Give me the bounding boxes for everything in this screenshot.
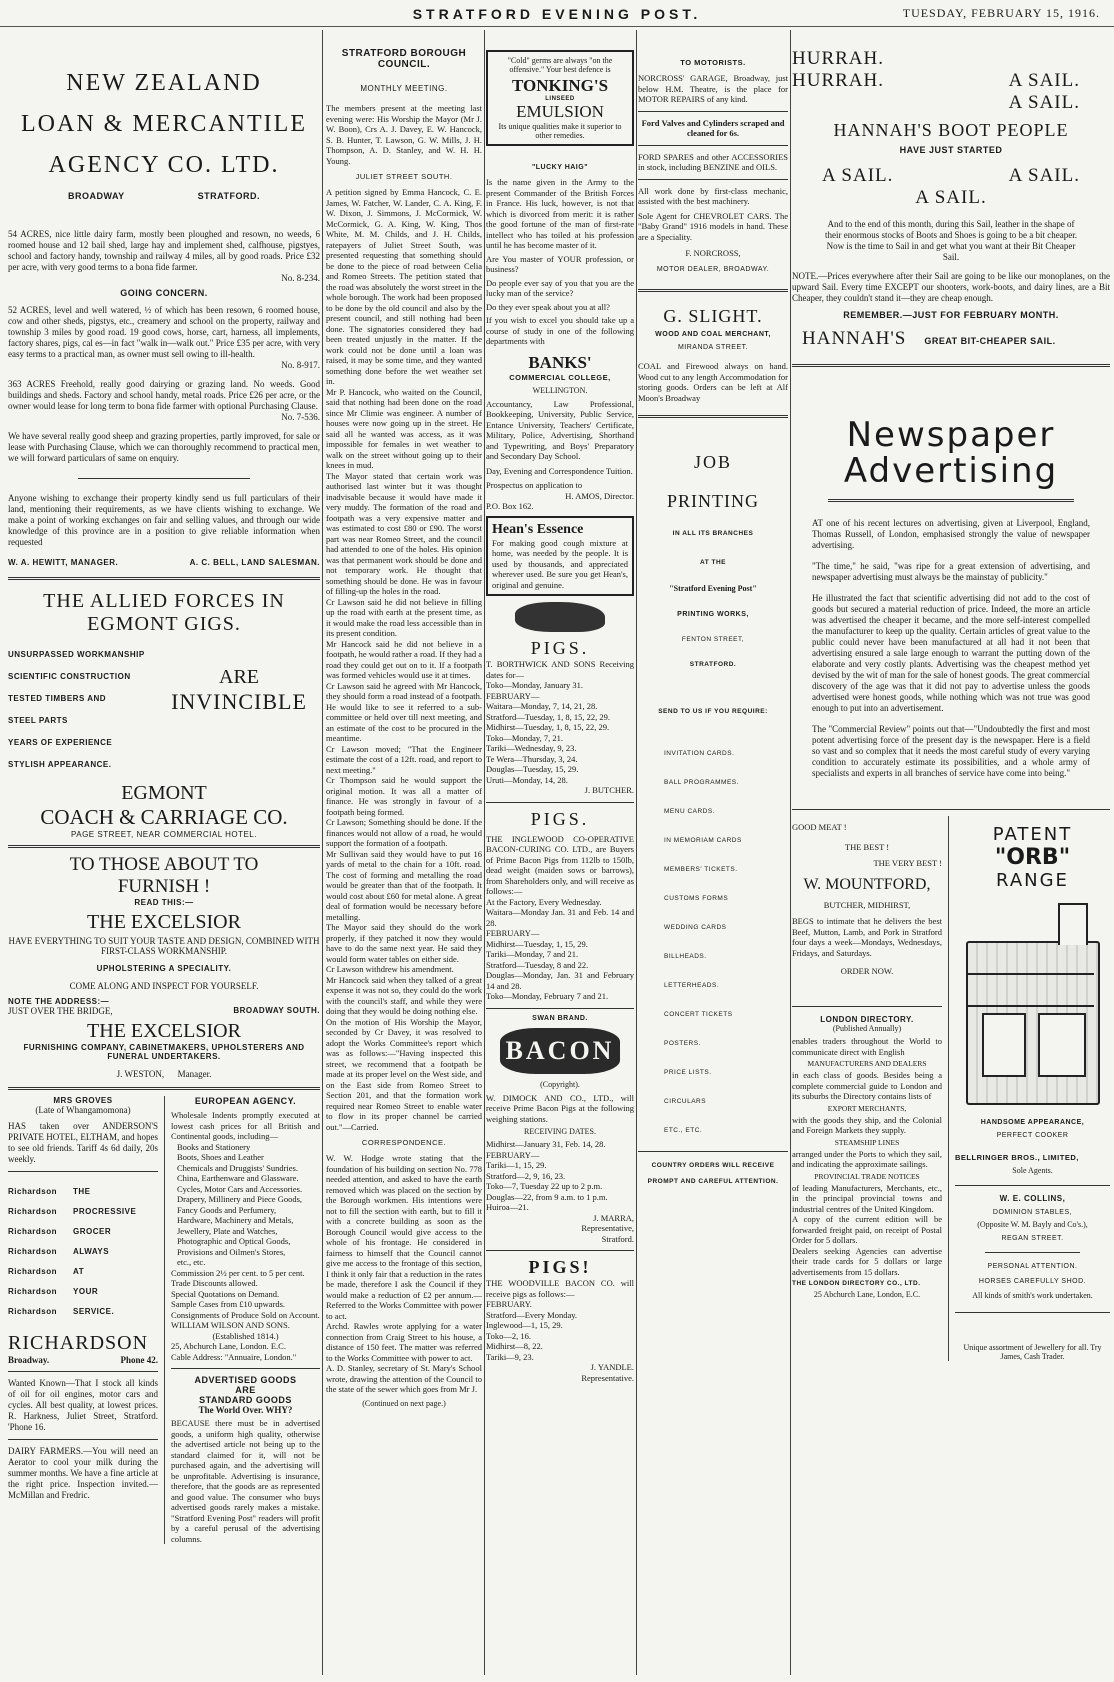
richardson-word-3: GROCER bbox=[73, 1227, 112, 1236]
council-p17: Archd. Rawles wrote applying for a water connection from Craig Street to his house, a distance of 150 feet. The matter was referred to the Works Committee with power to act. bbox=[326, 1321, 482, 1363]
council-p10: Cr Lawson; Something should be done. If the finances would not allow of a road, he would support the formation of a footpath. bbox=[326, 817, 482, 848]
euro-comm: Commission 2½ per cent. to 5 per cent. bbox=[171, 1267, 305, 1278]
column-2 bbox=[326, 30, 482, 1670]
nz-addr-left: BROADWAY bbox=[68, 191, 125, 201]
allied-line-5: YEARS OF EXPERIENCE bbox=[8, 738, 113, 747]
job-item: CONCERT TICKETS bbox=[664, 1011, 733, 1018]
coach-address: PAGE STREET, NEAR COMMERCIAL HOTEL. bbox=[71, 830, 257, 839]
allied-line-6: STYLISH APPEARANCE. bbox=[8, 760, 112, 769]
borthwick-line: Waitara—Monday, 7, 14, 21, 28. bbox=[486, 701, 598, 711]
pigs-heading-2: PIGS. bbox=[530, 808, 590, 829]
london-annual: (Published Annually) bbox=[832, 1024, 902, 1033]
richardson-word-7: SERVICE. bbox=[73, 1307, 115, 1316]
euro-item: Books and Stationery bbox=[177, 1141, 251, 1152]
richardson-ad: Richardson Richardson Richardson Richardson Richardson Richardson Richardson THE PROCRESSIVE GROCER ALWAYS AT YOUR SERVICE. bbox=[8, 1182, 158, 1322]
council-h2: COUNCIL. bbox=[377, 59, 431, 70]
groves-body: HAS taken over ANDERSON'S PRIVATE HOTEL, ELTHAM, and hopes to see old friends. Tariff 4s 6d daily, 20s weekly. bbox=[8, 1121, 158, 1164]
orb-range: RANGE bbox=[996, 870, 1069, 891]
hannah-body: And to the end of this month, during this Sail, leather in the shape of their enormous stocks of Boots and Shoes is going to be a bit cheaper. Now is the time to Sail in and get what you want at their Bit Cheaper Sail. bbox=[825, 219, 1077, 262]
column-1 bbox=[8, 30, 320, 1670]
inglewood-line: Waitara—Monday Jan. 31 and Feb. 14 and 28. bbox=[486, 907, 634, 928]
orb-patent: PATENT bbox=[992, 824, 1073, 845]
mountford-begs: BEGS to intimate that he delivers the best Beef, Mutton, Lamb, and Pork in Stratford four days a week—Mondays, Wednesdays, Fridays, and Saturdays. bbox=[792, 916, 942, 958]
haig-p3: Do people ever say of you that you are the lucky man of the service? bbox=[486, 277, 634, 298]
dimock-line: Huiroa—21. bbox=[486, 1202, 529, 1212]
euro-item: China, Earthenware and Glassware. bbox=[177, 1173, 299, 1183]
job-items bbox=[664, 739, 788, 1145]
euro-consign: Consignments of Produce Sold on Account. bbox=[171, 1309, 320, 1320]
job-stratford: STRATFORD. bbox=[689, 661, 737, 668]
dimock-line: Midhirst—January 31, Feb. 14, 28. bbox=[486, 1139, 606, 1149]
allied-line-4: STEEL PARTS bbox=[8, 716, 68, 725]
pigs-heading-1: PIGS. bbox=[530, 638, 590, 658]
sail-2: A SAIL. bbox=[1008, 92, 1080, 113]
tonk-emulsion: EMULSION bbox=[516, 102, 604, 121]
nz-properties: We have several really good sheep and grazing properties, partly improved, for sale or lease with Purchasing Clause, which we can thoroughly recommend to practical men, we will forward particulars of same on enquiry. bbox=[8, 431, 320, 463]
hannahs-sign: HANNAH'S bbox=[802, 328, 907, 349]
euro-item: Hardware, Machinery and Metals, bbox=[177, 1215, 294, 1225]
euro-item: Chemicals and Druggists' Sundries. bbox=[177, 1162, 298, 1173]
column-rule bbox=[790, 30, 791, 1675]
nz-farm-3: 363 ACRES Freehold, really good dairying or grazing land. No weeds. Good buildings and sheds. Factory and school handy, metal roads. Price £26 per acre, or the owner would lease for long term to bona fide farmer with optional Purchasing Clause. bbox=[8, 379, 320, 411]
norcross-dealer: MOTOR DEALER, BROADWAY. bbox=[656, 265, 770, 273]
euro-item: Photographic and Optical Goods, bbox=[177, 1236, 291, 1246]
hannahs-ad bbox=[792, 48, 1110, 350]
dimock-receiving: RECEIVING DATES. bbox=[524, 1127, 596, 1136]
woodville-line: Inglewood—1, 15, 29. bbox=[486, 1320, 563, 1330]
banks-name: BANKS' bbox=[528, 352, 592, 372]
nz-salesman: A. C. BELL, LAND SALESMAN. bbox=[189, 558, 320, 567]
masthead bbox=[0, 0, 1114, 27]
london-p5: of leading Manufacturers, Merchants, etc., in the principal provincial towns and industrial centres of the United Kingdom. bbox=[792, 1182, 942, 1214]
banks-director: H. AMOS, Director. bbox=[565, 490, 634, 501]
adgoods-t2: ARE bbox=[235, 1385, 256, 1395]
allied-h1: THE ALLIED FORCES IN bbox=[43, 590, 285, 612]
groves-late: (Late of Whangamomona) bbox=[35, 1105, 131, 1115]
euro-est: (Established 1814.) bbox=[212, 1330, 279, 1341]
job-item: ETC., ETC. bbox=[664, 1127, 703, 1134]
yandle-rep: Representative. bbox=[581, 1372, 634, 1383]
inglewood-line: Douglas—Monday, Jan. 31 and February 14 and 28. bbox=[486, 970, 634, 991]
banks-courses: Accountancy, Law Professional, Bookkeeping, University, Public Service, Entance University, Teachers' Certificate, Military, Police, Advertising, Shorthand and Typewriting, and Boys' Preparatory and Secondary Day School. bbox=[486, 398, 634, 461]
continued: (Continued on next page.) bbox=[362, 1398, 446, 1408]
tonk-name: TONKING'S bbox=[511, 76, 609, 95]
hannah-remember: REMEMBER.—JUST FOR FEBRUARY MONTH. bbox=[843, 310, 1059, 320]
column-5 bbox=[792, 30, 1110, 1670]
heans-ad bbox=[486, 516, 634, 597]
sail-1: A SAIL. bbox=[1008, 70, 1080, 91]
borthwick-line: FEBRUARY— bbox=[486, 690, 540, 701]
dimock-line: Douglas—22, from 9 a.m. to 1 p.m. bbox=[486, 1191, 608, 1202]
london-p4: arranged under the Ports to which they sail, and indicating the approximate sailings. bbox=[792, 1148, 942, 1169]
exc-come: COME ALONG AND INSPECT FOR YOURSELF. bbox=[69, 981, 259, 991]
news-p4: The "Commercial Review" points out that—"Undoubtedly the first and most potent advertising force of the present day is the newspaper. Here is a field so vast and so complex that it needs the most careful study of every varying condition to accurately estimate its possibilities, and a whole army of specialists and experts in all branches of service have come into being." bbox=[812, 724, 1090, 778]
collins-name: W. E. COLLINS, bbox=[999, 1194, 1066, 1203]
euro-cable: Cable Address: "Annuaire, London." bbox=[171, 1351, 297, 1362]
council-p16: W. W. Hodge wrote stating that the foundation of his building on section No. 778 needed attention, and asked to have the earth removed which was placed on the section by the Borough workmen. His intentions were not to fill the section with earth, but to fill it with a concrete building as soon as the Borough Council would give access to the whole of his frontage. He considered in fairness to himself that the Council cannot give me access to the frontage of this section, I think it only fair that a reduction in the rates be made, therefore I ask the Council if they would make a reduction of £2 per annum.—Referred to the Works Committee with power to act. bbox=[326, 1153, 482, 1321]
egmont-gigs-ad bbox=[8, 590, 320, 839]
council-p2: A petition signed by Emma Hancock, C. E. James, W. Fatcher, W. Lander, C. A. King, F. W. Dixon, J. Simmons, J. McCormick, W. McCormick, G. A. King, W. King, Thos White, M. M. Childs, and J. H. Childs, ratepayers of Juliet Street South, was presented requesting that something should be done to the piece of road between Celia and Romeo Streets. The petition stated that the road was absolutely the worst street in the whole borough. The work had been proposed to be done by the old council and also by the present council, and still nothing had been done. The signatories considered they had been treated unjustly in the matter. If the work could not be done until a loan was raised, it may be some time, and they wanted something done before the wet weather set in. bbox=[326, 187, 482, 386]
mountford-name: W. MOUNTFORD, bbox=[803, 876, 931, 893]
london-addr: 25 Abchurch Lane, London, E.C. bbox=[813, 1290, 921, 1299]
allied-are: ARE bbox=[219, 666, 259, 688]
inglewood-line: FEBRUARY— bbox=[486, 928, 540, 938]
london-title: LONDON DIRECTORY. bbox=[820, 1015, 914, 1024]
allied-line-2: SCIENTIFIC CONSTRUCTION bbox=[8, 672, 131, 681]
borthwick-line: Te Wera—Thursday, 3, 24. bbox=[486, 753, 578, 764]
richardson-phone: Phone 42. bbox=[120, 1355, 158, 1365]
collins-horses: HORSES CAREFULLY SHOD. bbox=[978, 1278, 1087, 1285]
council-p4: The Mayor stated that certain work was authorised last winter but it was thought inadvisable because it would have made it very muddy. The formation of the road and footpath was a very expensive matter and was estimated to cost £80 or £90. The worst part was near Romeo Street, and the council had attended to one of the holes. His opinion was that permanent work should be done and not temporary work. He thought that something should be done. He was in favour of filling-up the holes in the road. bbox=[326, 470, 482, 596]
collins-regan: REGAN STREET. bbox=[1001, 1235, 1064, 1242]
printing-heading: PRINTING bbox=[667, 491, 759, 511]
slight-wood: WOOD AND COAL MERCHANT, bbox=[655, 331, 771, 338]
london-p2: in each class of goods. Besides being a complete commercial guide to London and its suburbs the Directory contains lists of bbox=[792, 1070, 942, 1101]
job-item: INVITATION CARDS. bbox=[664, 750, 735, 757]
juliet-heading: JULIET STREET SOUTH. bbox=[355, 172, 453, 181]
euro-item: Boots, Shoes and Leather bbox=[177, 1152, 264, 1162]
job-item: PRICE LISTS. bbox=[664, 1069, 712, 1076]
nz-farm-1-no: No. 8-234. bbox=[281, 273, 320, 283]
exc-over: JUST OVER THE BRIDGE, bbox=[8, 1006, 113, 1016]
newspaper-advertising-article bbox=[792, 417, 1110, 779]
richardson-word-5: AT bbox=[73, 1267, 85, 1276]
richardson-word-4: ALWAYS bbox=[73, 1247, 110, 1256]
motorists-heading: TO MOTORISTS. bbox=[680, 58, 746, 67]
richardson-big: RICHARDSON bbox=[8, 1332, 149, 1354]
london-p6: A copy of the current edition will be forwarded freight paid, on receipt of Postal Order for 5 dollars. bbox=[792, 1214, 942, 1245]
borthwick-line: Uruti—Monday, 14, 28. bbox=[486, 774, 568, 785]
column-3 bbox=[486, 30, 634, 1670]
bacon-copyright: (Copyright). bbox=[540, 1079, 580, 1089]
marra-rep: Representative, bbox=[581, 1223, 634, 1233]
council-p5: Cr Lawson said he did not believe in filling up the road with earth at the present time, as it would make the road less accessible than in its present condition. bbox=[326, 596, 482, 638]
exc-note: NOTE THE ADDRESS:— bbox=[8, 997, 110, 1006]
council-sub: MONTHLY MEETING. bbox=[360, 84, 448, 93]
euro-special: Special Quotations on Demand. bbox=[171, 1288, 280, 1299]
job-item: CIRCULARS bbox=[664, 1098, 707, 1105]
collins-smith: All kinds of smith's work undertaken. bbox=[972, 1291, 1093, 1300]
council-p3: Mr P. Hancock, who waited on the Council, said that nothing had been done on the road since Mr Climie was engineer. A number of houses were now going up in the street. He said all he wanted was access, as it was impossible for females in wet weather to walk on the street without going up to their knees in mud. bbox=[326, 386, 482, 470]
meat-vbest: THE VERY BEST ! bbox=[873, 858, 942, 868]
column-4 bbox=[638, 30, 788, 1670]
exc-read: READ THIS:— bbox=[134, 898, 194, 907]
bacon-logo: BACON bbox=[500, 1028, 620, 1074]
orb-bellringer: BELLRINGER BROS., LIMITED, bbox=[955, 1153, 1079, 1162]
euro-item: Fancy Goods and Perfumery, bbox=[177, 1204, 277, 1215]
nz-loan-ad bbox=[8, 70, 320, 567]
orb-agents: Sole Agents. bbox=[1012, 1166, 1053, 1175]
borthwick-line: Tariki—Wednesday, 9, 23. bbox=[486, 743, 577, 753]
collins-personal: PERSONAL ATTENTION. bbox=[987, 1263, 1078, 1270]
richardson-word-1: THE bbox=[73, 1187, 91, 1196]
london-p3: with the goods they ship, and the Colonial and Foreign Markets they supply. bbox=[792, 1114, 942, 1135]
inglewood-line: Tariki—Monday, 7 and 21. bbox=[486, 949, 579, 959]
euro-title: EUROPEAN AGENCY. bbox=[194, 1096, 297, 1106]
orb-cooker: PERFECT COOKER bbox=[996, 1132, 1069, 1139]
dimock-line: Toko—7, Tuesday 22 up to 2 p.m. bbox=[486, 1181, 603, 1191]
banks-wellington: WELLINGTON. bbox=[532, 385, 588, 395]
wanted-known: Wanted Known—That I stock all kinds of oil for oil engines, motor cars and cycles. All best quality, at lowest prices. R. Harkness, Juliet Street, Stratford. 'Phone 16. bbox=[8, 1378, 158, 1432]
euro-trade: Trade Discounts allowed. bbox=[171, 1278, 258, 1288]
dimock-line: FEBRUARY— bbox=[486, 1149, 540, 1160]
news-title-2: Advertising bbox=[843, 451, 1059, 491]
banks-tuition: Day, Evening and Correspondence Tuition. bbox=[486, 465, 633, 476]
euro-item: Jewellery, Plate and Watches, bbox=[177, 1225, 278, 1236]
nz-farm-2-no: No. 8-917. bbox=[281, 360, 320, 370]
mountford-butcher: BUTCHER, MIDHIRST, bbox=[823, 900, 911, 910]
council-p18: A. D. Stanley, secretary of St. Mary's School wrote, drawing the attention of the Council to the state of the sewer which goes from Mr J. bbox=[326, 1363, 482, 1394]
exc-desc2: FURNISHING COMPANY, CABINETMAKERS, UPHOLSTERERS AND FUNERAL UNDERTAKERS. bbox=[23, 1043, 305, 1061]
nz-line1: NEW ZEALAND bbox=[66, 70, 262, 96]
borthwick-line: Toko—Monday, January 31. bbox=[486, 680, 584, 690]
tonk-linseed: LINSEED bbox=[545, 96, 575, 102]
meat-best: THE BEST ! bbox=[844, 842, 890, 852]
inglewood-line: Stratford—Tuesday, 8 and 22. bbox=[486, 959, 589, 970]
haig-p1: Is the name given in the Army to the present Commander of the British Forces in France. His luck, however, is not that which is divorced from merit: it is rather the good fortune of the man of first-rate intellect who has toiled at his profession until he has become master of it. bbox=[486, 177, 634, 250]
hean-name: Hean's Essence bbox=[492, 521, 584, 537]
job-item: MENU CARDS. bbox=[664, 808, 716, 815]
hannah-boot: HANNAH'S BOOT PEOPLE bbox=[833, 120, 1069, 140]
council-p1: The members present at the meeting last evening were: His Worship the Mayor (Mr J. W. Boon), Crs A. J. Davey, E. W. Hancock, S. B. Hunter, T. Lawson, G. W. Mills, J. H. Thompson, A. D. Stanley, and W. H. H. Young. bbox=[326, 103, 482, 166]
allied-invincible: INVINCIBLE bbox=[171, 689, 307, 714]
pigs-heading-3: PIGS! bbox=[528, 1257, 592, 1277]
council-p11: Mr Sullivan said they would have to put 16 yards of metal to the chain for a 10ft. road. The cost of forming and metalling the road would be greater than that of the footpath. It would cost about £60 for metal alone. A great deal of formation would be necessary before metalling. bbox=[326, 848, 482, 922]
borthwick-line: Douglas—Tuesday, 15, 29. bbox=[486, 764, 579, 774]
exc-name2: THE EXCELSIOR bbox=[87, 1020, 241, 1042]
norcross-ford: Ford Valves and Cylinders scraped and cleaned for 6s. bbox=[641, 117, 785, 138]
yandle-name: J. YANDLE. bbox=[590, 1362, 634, 1372]
sail-5: A SAIL. bbox=[915, 187, 987, 208]
richardson-word-2: PROCRESSIVE bbox=[73, 1207, 137, 1216]
borthwick-intro: T. BORTHWICK AND SONS Receiving dates for— bbox=[486, 659, 634, 680]
adgoods-t4: The World Over. WHY? bbox=[198, 1405, 293, 1415]
inglewood-line: Midhirst—Tuesday, 1, 15, 29. bbox=[486, 938, 588, 949]
euro-item: Cycles, Motor Cars and Accessories. bbox=[177, 1183, 303, 1194]
column-rule bbox=[322, 30, 323, 1675]
nz-going-concern: GOING CONCERN. bbox=[120, 288, 208, 298]
banks-college: COMMERCIAL COLLEGE, bbox=[509, 372, 611, 382]
allied-line-1: UNSURPASSED WORKMANSHIP bbox=[8, 650, 145, 659]
norcross-work: All work done by first-class mechanic, assisted with the best machinery. bbox=[638, 185, 788, 206]
borthwick-line: Toko—Monday, 7, 21. bbox=[486, 732, 564, 743]
hannah-note: NOTE.—Prices everywhere after their Sail are going to be like our monoplanes, on the upward Sail. Every time EXCEPT our shooters, work-boots, and dairy lines, are a Bit Cheaper, they couldn't stand it—they are cheap enough. bbox=[792, 271, 1110, 303]
hannah-great: GREAT BIT-CHEAPER SAIL. bbox=[924, 336, 1056, 346]
dairy-farmers: DAIRY FARMERS.—You will need an Aerator to cool your milk during the summer months. We have a fine article at the right price. Inspection invited.—McMillan and Fredric. bbox=[8, 1446, 158, 1500]
euro-addr: 25, Abchurch Lane, London. E.C. bbox=[171, 1341, 286, 1351]
coach-carriage: COACH & CARRIAGE CO. bbox=[40, 805, 288, 829]
job-item: BILLHEADS. bbox=[664, 953, 707, 960]
london-steam: STEAMSHIP LINES bbox=[834, 1137, 900, 1147]
sail-3: A SAIL. bbox=[822, 165, 894, 186]
london-co: THE LONDON DIRECTORY CO., LTD. bbox=[792, 1280, 921, 1287]
pig-illustration bbox=[515, 602, 605, 632]
nz-manager: W. A. HEWITT, MANAGER. bbox=[8, 558, 119, 567]
council-p12: The Mayor said they should do the work properly, if they patched it now they would have to do the same next year. He said they would form water tables on either side. bbox=[326, 922, 482, 964]
allied-h2: EGMONT GIGS. bbox=[87, 613, 241, 635]
haig-p5: If you wish to excel you should take up a course of study in one of the following departments with bbox=[486, 315, 634, 346]
woodville-line: FEBRUARY. bbox=[486, 1299, 532, 1309]
news-p3: He illustrated the fact that scientific advertising did not add to the cost of goods but secured a material reduction of price. Indeed, the more an article was advertised the cheaper it became, and the more self-interest compelled the manufacturer to keep up the quality. Certain articles of great value to the public could never have been manufactured at all had it not been that advertising ensured a sale large enough to warrant the putting down of the elaborate and very costly plants. Advertising was the cheapest method yet devised by the wit of man for the sale of honest goods. The great commercial discovery of the age was that it did not pay to advertise unless the goods advertised were honest goods, while nothing which was not true was good enough to put into an advertisement. bbox=[812, 593, 1091, 713]
council-p13: Cr Lawson withdrew his amendment. bbox=[326, 964, 454, 974]
column-rule bbox=[636, 30, 637, 1675]
slight-coal: COAL and Firewood always on hand. Wood cut to any length Accommodation for storing goods. Orders can be left at Alf Moon's Broadway bbox=[638, 361, 788, 403]
dimock-line: Tariki—1, 15, 29. bbox=[486, 1160, 547, 1170]
news-title-1: Newspaper bbox=[846, 415, 1056, 455]
job-item: IN MEMORIAM CARDS bbox=[664, 837, 742, 844]
euro-item: etc., etc. bbox=[177, 1257, 206, 1267]
euro-firm: WILLIAM WILSON AND SONS. bbox=[171, 1320, 290, 1330]
egmont: EGMONT bbox=[121, 782, 207, 804]
groves-name: MRS GROVES bbox=[53, 1096, 113, 1105]
corr-heading: CORRESPONDENCE. bbox=[361, 1138, 447, 1147]
haig-p4: Do they ever speak about you at all? bbox=[486, 301, 610, 312]
job-item: MEMBERS' TICKETS. bbox=[664, 866, 738, 873]
newspaper-title: STRATFORD EVENING POST. bbox=[412, 6, 702, 22]
stove-illustration bbox=[966, 941, 1100, 1105]
collins-opp: (Opposite W. M. Bayly and Co's.), bbox=[977, 1220, 1088, 1229]
orb-handsome: HANDSOME APPEARANCE, bbox=[980, 1119, 1085, 1126]
woodville-line: Toko—2, 16. bbox=[486, 1330, 531, 1341]
exc-south: BROADWAY SOUTH. bbox=[233, 1006, 320, 1015]
job-works: PRINTING WORKS, bbox=[677, 611, 749, 618]
council-p6: Mr Hancock said he did not believe in a footpath, he would rather a road. If they had a road they could get out on to it. If a footpath was formed vehicles would use it at times. bbox=[326, 638, 482, 680]
woodville-line: Tariki—9, 23. bbox=[486, 1351, 534, 1362]
exc-mgr: Manager. bbox=[177, 1069, 212, 1079]
job-item: BALL PROGRAMMES. bbox=[664, 779, 739, 786]
job-send: SEND TO US IF YOU REQUIRE: bbox=[658, 708, 768, 715]
dimock-intro: W. DIMOCK AND CO., LTD., will receive Prime Bacon Pigs at the following weighing stations. bbox=[486, 1092, 634, 1124]
hurrah-1: HURRAH. bbox=[792, 48, 884, 69]
council-p9: Cr Thompson said he would support the original motion. It was all a matter of finance. He was strongly in favour of a footpath being formed. bbox=[326, 775, 482, 817]
nz-exchange: Anyone wishing to exchange their property kindly send us full particulars of their land, mentioning their requirements, as we have clients wishing to exchange. We make a point of working exchanges on fair and selling values, and through our wide knowledge of this province are in a position to give reliable information when requested bbox=[8, 493, 320, 547]
exc-desc: HAVE EVERYTHING TO SUIT YOUR TASTE AND DESIGN, COMBINED WITH FIRST-CLASS WORKMANSHIP. bbox=[8, 936, 320, 956]
inglewood-line: Toko—Monday, February 7 and 21. bbox=[486, 991, 609, 1001]
haig-p2: Are You master of YOUR profession, or business? bbox=[486, 253, 634, 274]
adgoods-t1: ADVERTISED GOODS bbox=[194, 1375, 297, 1385]
euro-samples: Sample Cases from £10 upwards. bbox=[171, 1299, 286, 1309]
london-export: EXPORT MERCHANTS, bbox=[827, 1103, 907, 1113]
nz-farm-2: 52 ACRES, level and well watered, ½ of which has been resown, 6 roomed house, cow and other sheds, pigstys, etc., creamery and school on the property, railway and township 3 miles by good road. 19 good cows, horse, cart, harness, all implements, factory shares, pigs, cal es—in fact "walk in—walk out." Price £35 per acre, with very easy terms to a practical man, as owner must sell owing to ill-health. bbox=[8, 305, 320, 359]
nz-line2: LOAN & MERCANTILE bbox=[21, 111, 307, 137]
marra-name: J. MARRA, bbox=[593, 1212, 634, 1223]
council-p15: On the motion of His Worship the Mayor, seconded by Cr Davey, it was resolved to adopt the Works Committee's report which was as follows:—"Having inspected this street, we recommend that a footpath be made at its proper level on the West side, and on the East side from Romeo Street to Section 201, and that the formation work required near Romeo Street to enable water to flow in its proper channel be carried out."—Carried. bbox=[326, 1016, 482, 1132]
borthwick-line: Midhirst—Tuesday, 1, 8, 15, 22, 29. bbox=[486, 722, 610, 732]
hannah-started: HAVE JUST STARTED bbox=[899, 145, 1003, 155]
tonk-cold: "Cold" germs are always "on the offensive." Your best defence is bbox=[507, 56, 613, 74]
orb-name: "ORB" bbox=[994, 845, 1071, 870]
exc-h2: FURNISH ! bbox=[117, 876, 211, 897]
nz-farm-1: 54 ACRES, nice little dairy farm, mostly been ploughed and resown, no weeds, 6 roomed house and 12 bail shed, large hay and implement shed, calfhouse, pigstyes, school and factory handy, township and railway 4 miles, all by good roads. Price £32 per acre, with very good terms to a bona fide farmer. bbox=[8, 229, 320, 272]
slight-name: G. SLIGHT. bbox=[663, 306, 763, 326]
london-p1: enables traders throughout the World to communicate direct with English bbox=[792, 1036, 942, 1057]
council-h1: STRATFORD BOROUGH bbox=[341, 48, 467, 59]
woodville-line: Midhirst—8, 22. bbox=[486, 1341, 543, 1351]
richardson-addr: Broadway. bbox=[8, 1355, 50, 1365]
job-item: LETTERHEADS. bbox=[664, 982, 720, 989]
column-rule bbox=[484, 30, 485, 1675]
richardson-word-6: YOUR bbox=[73, 1287, 99, 1296]
jewellery-notice: Unique assortment of Jewellery for all. Try James, Cash Trader. bbox=[963, 1343, 1102, 1361]
job-item: POSTERS. bbox=[664, 1040, 701, 1047]
job-fenton: FENTON STREET, bbox=[681, 636, 745, 643]
swan-brand: SWAN BRAND. bbox=[532, 1014, 588, 1022]
norcross-agent: Sole Agent for CHEVROLET CARS. The "Baby Grand" 1916 models in hand. These are a Speciality. bbox=[638, 210, 788, 242]
collins-stables: DOMINION STABLES, bbox=[992, 1209, 1073, 1216]
banks-po: P.O. Box 162. bbox=[486, 501, 534, 511]
exc-spec: UPHOLSTERING A SPECIALITY. bbox=[96, 964, 232, 973]
news-p1: AT one of his recent lectures on advertising, given at Liverpool, England, Thomas Russell, of London, emphasised strongly the value of newspaper advertising. bbox=[812, 518, 1090, 550]
inglewood-line: At the Factory, Every Wednesday. bbox=[486, 896, 602, 907]
council-p7: Cr Lawson said he agreed with Mr Hancock, they should form a road instead of a footpath. He would like to see it referred to a sub-committee or held over till next meeting, and an estimate of the cost to be procured in the meantime. bbox=[326, 680, 482, 743]
issue-date: TUESDAY, FEBRUARY 15, 1916. bbox=[902, 6, 1100, 20]
tonkings-ad bbox=[486, 50, 634, 146]
euro-item: Drapery, Millinery and Piece Goods, bbox=[177, 1194, 303, 1204]
excelsior-ad bbox=[8, 854, 320, 1079]
euro-item: Provisions and Oilmen's Stores, bbox=[177, 1246, 286, 1257]
london-prov: PROVINCIAL TRADE NOTICES bbox=[814, 1171, 920, 1181]
borthwick-line: Stratford—Tuesday, 1, 8, 15, 22, 29. bbox=[486, 711, 611, 722]
job-item: CUSTOMS FORMS bbox=[664, 895, 729, 902]
job-at: AT THE bbox=[700, 559, 726, 566]
london-p7: Dealers seeking Agencies can advertise their trade cards for 5 dollars or large advertisements from 15 dollars. bbox=[792, 1245, 942, 1277]
job-sep: "Stratford Evening Post" bbox=[669, 584, 757, 593]
woodville-intro: THE WOODVILLE BACON CO. will receive pigs as follows:— bbox=[486, 1278, 634, 1299]
council-p8: Cr Lawson moved; "That the Engineer estimate the cost of a 12ft. road, and report to next meeting." bbox=[326, 743, 482, 775]
tonk-unique: Its unique qualities make it superior to other remedies. bbox=[498, 122, 622, 140]
hurrah-2: HURRAH. bbox=[792, 70, 884, 91]
exc-name: THE EXCELSIOR bbox=[87, 911, 241, 933]
norcross-sign: F. NORCROSS, bbox=[685, 248, 741, 258]
job-branches: IN ALL ITS BRANCHES bbox=[672, 530, 754, 537]
norcross-intro: NORCROSS' GARAGE, Broadway, just below H.M. Theatre, is the place for MOTOR REPAIRS of any kind. bbox=[638, 73, 788, 104]
exc-h1: TO THOSE ABOUT TO bbox=[69, 854, 259, 875]
woodville-line: Stratford—Every Monday. bbox=[486, 1309, 578, 1320]
exc-mgr-name: J. WESTON, bbox=[116, 1069, 165, 1079]
job-heading: JOB bbox=[693, 452, 732, 472]
haig-heading: "LUCKY HAIG" bbox=[531, 164, 589, 171]
borthwick-butcher: J. BUTCHER. bbox=[584, 785, 634, 795]
banks-prospectus: Prospectus on application to bbox=[486, 480, 583, 490]
news-p2: "The time," he said, "was ripe for a great extension of advertising, and newspaper advertising must always be the mainstay of publicity." bbox=[812, 561, 1090, 582]
hean-body: For making good cough mixture at home, was needed by the people. It is used by thousands, and appreciated wherever used. Be sure you get Hean's, original and genuine. bbox=[492, 537, 628, 590]
nz-farm-3-no: No. 7-536. bbox=[281, 412, 320, 422]
adgoods-body: BECAUSE there must be in advertised goods, a uniform high quality, otherwise the advertised article not being up to the standard claimed for it, will not be purchased again, and the advertising will be unprofitable. Advertising is insurance, therefore, that the goods are as represented and good value. The consumer who buys advertised goods rarely makes a mistake. "Stratford Evening Post" readers will profit by a careful perusal of the advertising columns. bbox=[171, 1418, 320, 1544]
job-orders: COUNTRY ORDERS WILL RECEIVE PROMPT AND CAREFUL ATTENTION. bbox=[647, 1162, 779, 1185]
nz-addr-right: STRATFORD. bbox=[197, 191, 260, 201]
richardson-rep: Richardson bbox=[8, 1187, 58, 1196]
london-mfg: MANUFACTURERS AND DEALERS bbox=[807, 1059, 927, 1068]
euro-intro: Wholesale Indents promptly executed at lowest cash prices for all British and Continental goods, including— bbox=[171, 1110, 320, 1141]
mountford-order: ORDER NOW. bbox=[840, 966, 894, 976]
inglewood-intro: THE INGLEWOOD CO-OPERATIVE BACON-CURING CO. LTD., are Buyers of Prime Bacon Pigs from 112lb to 150lb, dead weight (maiden sows or barrows), from Shareholders only, and will receive as follows:— bbox=[486, 833, 634, 896]
slight-miranda: MIRANDA STREET. bbox=[677, 344, 749, 351]
nz-line3: AGENCY CO. LTD. bbox=[48, 152, 280, 178]
job-item: WEDDING CARDS bbox=[664, 924, 727, 931]
orb-range-ad bbox=[955, 816, 1110, 891]
sail-4: A SAIL. bbox=[1008, 165, 1080, 186]
marra-strat: Stratford. bbox=[601, 1233, 634, 1244]
meat-good: GOOD MEAT ! bbox=[792, 822, 847, 832]
adgoods-t3: STANDARD GOODS bbox=[199, 1395, 292, 1405]
council-p14: Mr Hancock said when they talked of a great expense it was not so, they could do the work with the council's staff, and while they were doing that they would be doing nothing else. bbox=[326, 974, 482, 1016]
dimock-line: Stratford—2, 9, 16, 23. bbox=[486, 1170, 566, 1181]
allied-line-3: TESTED TIMBERS AND bbox=[8, 694, 107, 703]
norcross-spares: FORD SPARES and other ACCESSORIES in stock, including BENZINE and OILS. bbox=[638, 151, 788, 172]
